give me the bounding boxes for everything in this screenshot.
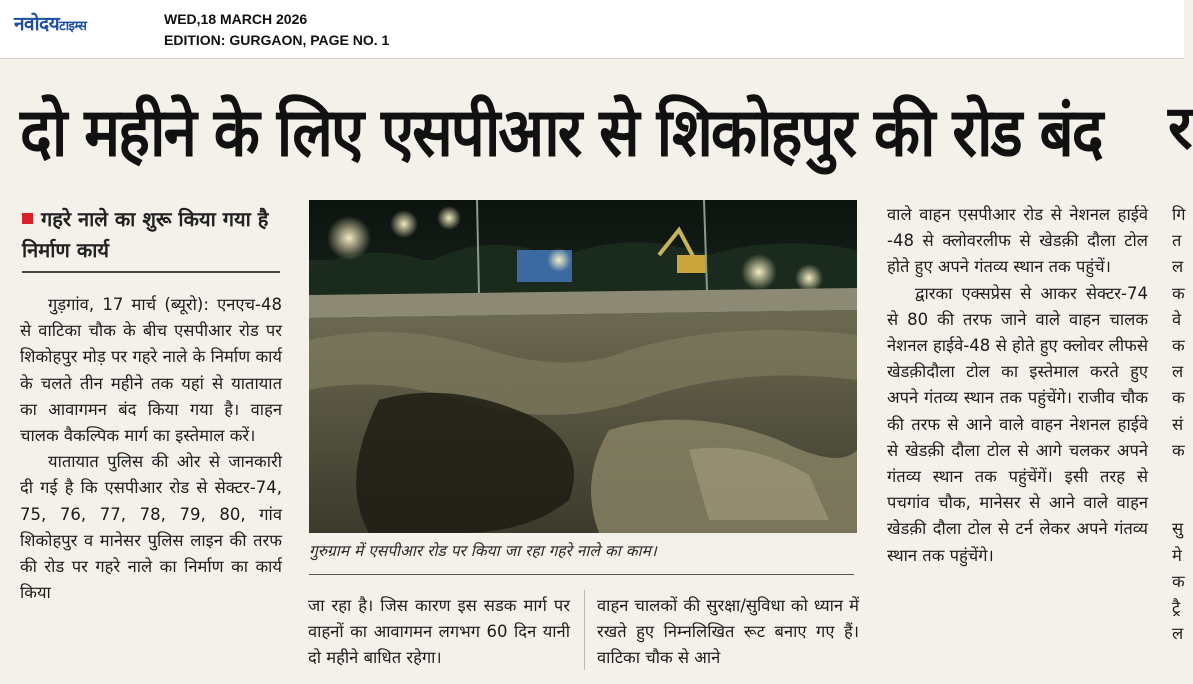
article-column-1	[20, 292, 282, 606]
article-subheadline	[22, 204, 284, 266]
masthead-bar	[0, 0, 1184, 59]
column-3-paragraph: वाहन चालकों की सुरक्षा/सुविधा को ध्यान में रखते हुए निम्नलिखित रूट बनाए गए हैं। वाटिका चौक से आने	[597, 596, 859, 668]
adjacent-line: सं	[1172, 414, 1184, 434]
adjacent-headline-fragment: र	[1168, 93, 1193, 163]
adjacent-line: ल	[1172, 624, 1184, 644]
column-1-paragraph-1: गुड़गांव, 17 मार्च (ब्यूरो): एनएच-48 से वाटिका चौक के बीच एसपीआर रोड पर शिकोहपुर मोड़ पर गहरे नाले के निर्माण कार्य के चलते तीन महीने तक यहां से यातायात का आवागमन बंद किया गया है। वाहन चालक वैकल्पिक मार्ग का इस्तेमाल करें।	[20, 295, 282, 446]
edition-line: EDITION: GURGAON, PAGE NO. 1	[164, 32, 390, 48]
column-2-paragraph: जा रहा है। जिस कारण इस सडक मार्ग पर वाहनों का आवागमन लगभग 60 दिन यानी दो महीने बाधित रहेगा।	[308, 596, 570, 668]
adjacent-line	[1172, 464, 1192, 490]
column-4-paragraph-2: द्वारका एक्सप्रेस से आकर सेक्टर-74 से 80 की तरफ जाने वाले वाहन चालक नेशनल हाईवे-48 से होते हुए क्लोवर लीफसे खेडक़ीदौला टोल का इस्तेमाल करते हुए अपने गंतव्य स्थान तक पहुंचेंगे। राजीव चौक की तरफ से आने वाले वाहन नेशनल हाईवे से खेडक़ी दौला टोल से आगे चलकर अपने गंतव्य स्थान तक पहुंचेंगें। इसी तरह से पचगांव चौक, मानेसर से आने वाले वाहन खेडक़ी दौला टोल से टर्न लेकर अपने गंतव्य स्थान तक पहुंचेंगे।	[887, 283, 1148, 565]
adjacent-line: ल	[1172, 257, 1184, 277]
date-line: WED,18 MARCH 2026	[164, 11, 308, 27]
caption-rule	[309, 574, 854, 575]
construction-site-image	[309, 200, 857, 533]
subheadline-text: गहरे नाले का शुरू किया गया है निर्माण कार्य	[22, 207, 269, 262]
article-headline: दो महीने के लिए एसपीआर से शिकोहपुर की रोड बंद	[20, 94, 1102, 173]
red-square-bullet-icon	[22, 213, 33, 224]
adjacent-line: क	[1172, 388, 1185, 408]
column-1-paragraph-2: यातायात पुलिस की ओर से जानकारी दी गई है कि एसपीआर रोड से सेक्टर-74, 75, 76, 77, 78, 79, 80, गांव शिकोहपुर व मानेसर पुलिस लाइन की तरफ की रोड पर गहरे नाले का निर्माण का कार्य किया	[20, 452, 282, 603]
column-4-paragraph-1: वाले वाहन एसपीआर रोड से नेशनल हाईवे -48 से क्लोवरलीफ से खेडक़ी दौला टोल होते हुए अपने गंतव्य स्थान तक पहुंचें।	[887, 205, 1148, 277]
edition-info	[164, 9, 389, 51]
adjacent-line	[1172, 490, 1192, 516]
photo-caption: गुरुग्राम में एसपीआर रोड पर किया जा रहा गहरे नाले का काम।	[309, 542, 657, 560]
adjacent-article-column	[1172, 202, 1192, 647]
adjacent-line: ल	[1172, 362, 1184, 382]
adjacent-line: ट्रै	[1172, 598, 1181, 618]
adjacent-line: क	[1172, 283, 1185, 303]
article-column-4	[887, 202, 1148, 569]
column-divider	[584, 590, 585, 670]
article-column-3	[597, 593, 859, 672]
newspaper-logo[interactable]	[14, 10, 86, 36]
adjacent-line: मे	[1172, 545, 1182, 565]
adjacent-line: क	[1172, 440, 1185, 460]
adjacent-line: वे	[1172, 309, 1182, 329]
article-photo	[309, 200, 857, 533]
adjacent-line: त	[1172, 231, 1182, 251]
adjacent-line: गि	[1172, 205, 1186, 224]
logo-text: नवोदय	[14, 13, 60, 35]
adjacent-line: क	[1172, 571, 1185, 591]
adjacent-line: क	[1172, 336, 1185, 356]
subheadline-rule	[22, 271, 280, 273]
adjacent-line: सु	[1172, 519, 1184, 539]
logo-subtext: टाइम्स	[59, 19, 87, 34]
article-column-2	[308, 593, 570, 672]
